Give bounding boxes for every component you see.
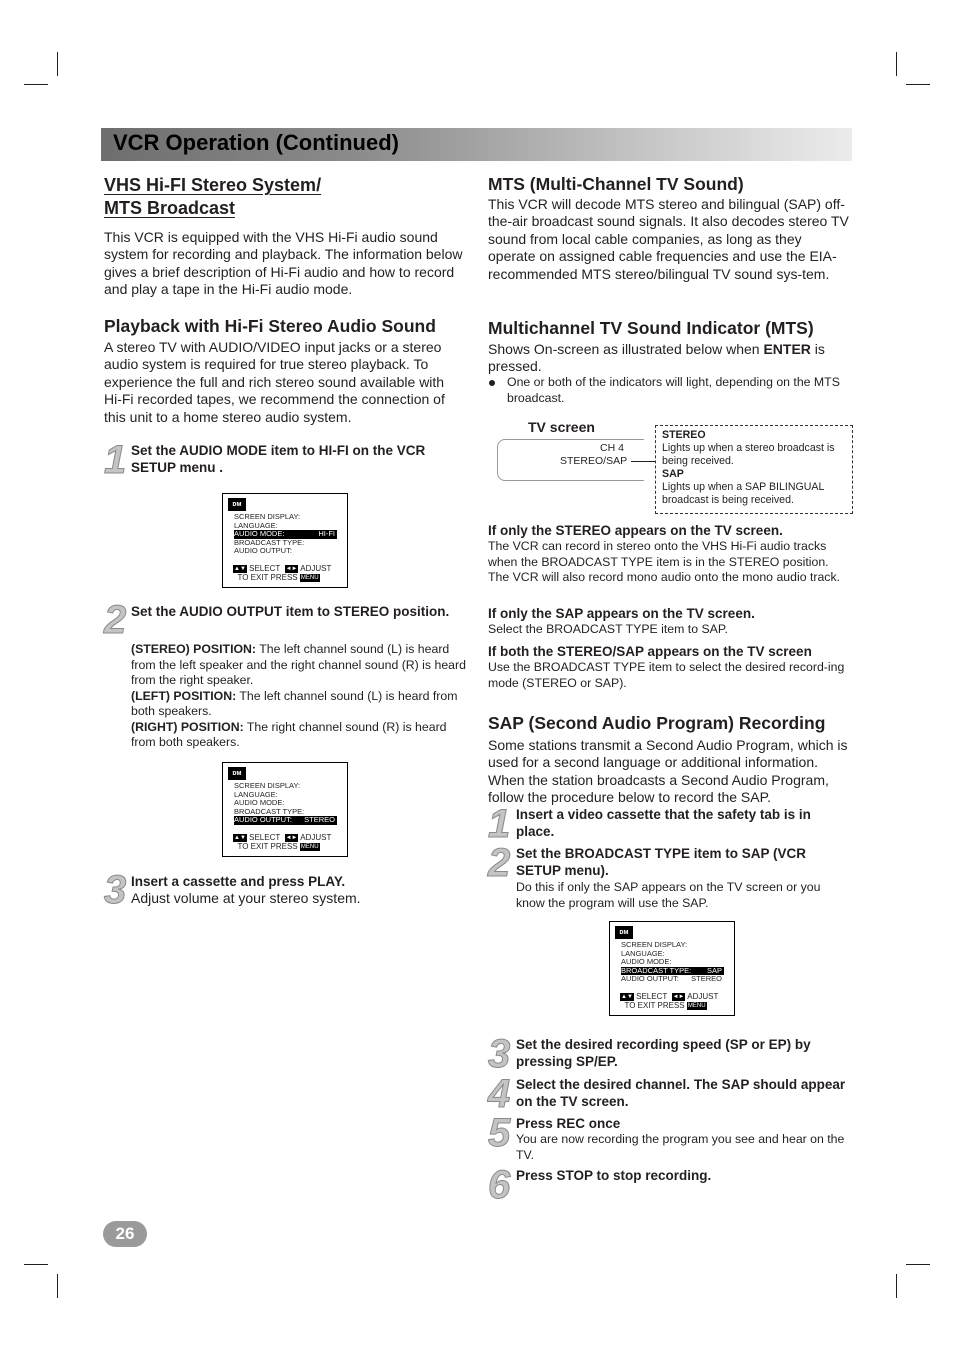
menu-key-icon: MENU [300, 574, 319, 581]
page-number: 26 [115, 1224, 135, 1243]
step-number: 2 [488, 841, 509, 885]
menu-item: LANGUAGE: [621, 948, 665, 958]
left-label: (LEFT) POSITION: [131, 688, 237, 703]
legend-sap-text: Lights up when a SAP BILINGUAL broadcast is being received. [662, 481, 824, 506]
menu-item-selected [234, 816, 337, 825]
sap-heading: SAP (Second Audio Program) Recording [488, 713, 826, 733]
menu-footer [620, 992, 726, 1010]
section-title-line2: MTS Broadcast [104, 198, 236, 218]
step-number: 5 [488, 1111, 509, 1155]
menu-item: SCREEN DISPLAY: [234, 512, 301, 521]
menu-item: LANGUAGE: [234, 789, 278, 799]
setup-menu-screen [609, 921, 735, 1016]
up-down-icon: ▲▼ [621, 993, 633, 1000]
legend-sap-label: SAP [662, 468, 684, 480]
setup-menu-screen [222, 493, 348, 588]
page-title: VCR Operation (Continued) [113, 130, 399, 155]
setup-menu-screen [222, 762, 348, 857]
page-number-badge [103, 1221, 147, 1247]
menu-item: AUDIO MODE: [621, 957, 672, 967]
callout-line [631, 461, 655, 462]
vcr-logo-icon: ᴅᴍ [228, 767, 246, 780]
menu-key-icon: MENU [300, 843, 319, 850]
menu-item: LANGUAGE: [234, 520, 278, 530]
step-number: 1 [488, 802, 509, 846]
stereo-text: The left channel sound (L) is heard from the left speaker and the right channel sound (R) is heard from the right speaker. [131, 642, 466, 687]
step-text: Set the AUDIO OUTPUT item to STEREO position. [131, 604, 450, 619]
up-down-icon: ▲▼ [234, 565, 246, 572]
vcr-logo-icon: ᴅᴍ [615, 926, 633, 939]
if-stereo-heading: If only the STEREO appears on the TV screen. [488, 523, 783, 538]
step-number: 6 [488, 1163, 509, 1207]
right-label: (RIGHT) POSITION: [131, 719, 244, 734]
tv-stereo-sap-text: STEREO/SAP [560, 455, 628, 467]
step-text: Insert a video cassette that the safety tab is in place. [516, 807, 811, 839]
adjust-label: ADJUST [687, 992, 719, 1001]
step-subtext: Adjust volume at your stereo system. [131, 890, 361, 906]
menu-item-label: AUDIO OUTPUT: [621, 974, 679, 984]
menu-item: AUDIO MODE: [234, 798, 285, 808]
menu-footer [233, 564, 339, 582]
crop-mark [57, 1274, 58, 1298]
mts-paragraph: This VCR will decode MTS stereo and bilingual (SAP) off-the-air broadcast sound signals. It also decodes stereo TV sound from local cable companies, as long as they operate on assigned cable frequencies and use the EIA-recommended MTS stereo/bilingual TV sound sys-tem. [488, 196, 849, 282]
crop-mark [906, 84, 930, 85]
menu-item: BROADCAST TYPE: [234, 537, 305, 547]
if-stereo-text: The VCR can record in stereo onto the VHS Hi-Fi audio tracks when the BROADCAST TYPE item is in the STEREO position. The VCR will also record mono audio onto the mono audio track. [488, 539, 841, 584]
menu-item-label: AUDIO MODE: [234, 529, 285, 539]
adjust-label: ADJUST [300, 833, 332, 842]
select-label: SELECT [249, 564, 281, 573]
vcr-logo-icon: ᴅᴍ [228, 498, 246, 511]
step-text: Set the BROADCAST TYPE item to SAP (VCR SETUP menu). [516, 846, 807, 878]
section-title [104, 174, 464, 220]
playback-heading: Playback with Hi-Fi Stereo Audio Sound [104, 316, 436, 336]
left-right-icon: ◄► [672, 993, 685, 1000]
crop-mark [24, 1264, 48, 1265]
section-title-line1: VHS Hi-FI Stereo System/ [104, 175, 322, 195]
exit-label: TO EXIT PRESS [237, 842, 298, 851]
mts-heading: MTS (Multi-Channel TV Sound) [488, 174, 744, 194]
left-text: The left channel sound (L) is heard from both speakers. [131, 688, 458, 718]
step-text: Press REC once [516, 1116, 621, 1131]
crop-mark [896, 1274, 897, 1298]
step-text: Select the desired channel. The SAP should appear on the TV screen. [516, 1077, 846, 1109]
sap-paragraph: Some stations transmit a Second Audio Program, which is used for a second language or additional information. When the station broadcasts a Second Audio Program, follow the procedure below to record the SAP. [488, 737, 848, 806]
enter-key-label: ENTER [763, 341, 811, 357]
if-sap-heading: If only the SAP appears on the TV screen. [488, 606, 755, 621]
indicator-bullet-text: One or both of the indicators will light, depending on the MTS broadcast. [507, 375, 840, 405]
left-right-icon: ◄► [285, 565, 298, 572]
crop-mark [906, 1264, 930, 1265]
select-label: SELECT [636, 992, 668, 1001]
menu-item: SCREEN DISPLAY: [234, 781, 301, 790]
step-text: Insert a cassette and press PLAY. [131, 874, 346, 889]
up-down-icon: ▲▼ [234, 834, 246, 841]
step-number: 3 [104, 868, 125, 912]
exit-label: TO EXIT PRESS [624, 1001, 685, 1010]
bullet-icon [489, 380, 495, 386]
indicator-paragraph [488, 341, 850, 376]
menu-item: BROADCAST TYPE: [234, 806, 305, 816]
right-text: The right channel sound (R) is heard from both speakers. [131, 719, 447, 749]
menu-item: SCREEN DISPLAY: [621, 940, 688, 949]
crop-mark [57, 52, 58, 76]
if-both-heading: If both the STEREO/SAP appears on the TV screen [488, 644, 812, 659]
step-text: Press STOP to stop recording. [516, 1168, 712, 1183]
menu-item [621, 975, 724, 984]
indicator-text-a: Shows On-screen as illustrated below when [488, 341, 764, 357]
playback-paragraph: A stereo TV with AUDIO/VIDEO input jacks or a stereo audio system is required for true stereo playback. To experience the full and rich stereo sound available with Hi-Fi recorded tapes, we recommend the connection of this unit to a home stereo audio system. [104, 339, 445, 425]
select-label: SELECT [249, 833, 281, 842]
indicator-legend [662, 429, 847, 507]
menu-item-label: AUDIO OUTPUT: [234, 815, 292, 825]
menu-item-value: STEREO [304, 815, 335, 825]
crop-mark [24, 84, 48, 85]
menu-item-value: SAP [706, 965, 722, 975]
indicator-heading: Multichannel TV Sound Indicator (MTS) [488, 318, 814, 338]
indicator-text-c: is pressed. [488, 341, 825, 375]
exit-label: TO EXIT PRESS [237, 573, 298, 582]
menu-footer [233, 833, 339, 851]
menu-key-icon: MENU [687, 1002, 706, 1009]
if-sap-text: Select the BROADCAST TYPE item to SAP. [488, 622, 728, 636]
step-number: 1 [104, 438, 125, 482]
menu-item: AUDIO OUTPUT: [234, 546, 292, 556]
step-text: Set the AUDIO MODE item to HI-FI on the VCR SETUP menu . [131, 443, 426, 475]
intro-paragraph: This VCR is equipped with the VHS Hi-Fi audio sound system for recording and playback. The information below gives a brief description of Hi-Fi audio and how to record and play a tape in the Hi-Fi audio mode. [104, 229, 463, 298]
menu-item-label: BROADCAST TYPE: [621, 965, 692, 975]
if-both-text: Use the BROADCAST TYPE item to select the desired record-ing mode (STEREO or SAP). [488, 660, 845, 690]
step-number: 4 [488, 1072, 509, 1116]
step-number: 2 [104, 598, 125, 642]
adjust-label: ADJUST [300, 564, 332, 573]
legend-stereo-text: Lights up when a stereo broadcast is being received. [662, 442, 835, 467]
left-right-icon: ◄► [285, 834, 298, 841]
step-number: 3 [488, 1032, 509, 1076]
page-header-bar [101, 128, 852, 161]
position-descriptions [131, 642, 466, 751]
stereo-label: (STEREO) POSITION: [131, 642, 257, 656]
step-text: Set the desired recording speed (SP or EP) by pressing SP/EP. [516, 1037, 811, 1069]
tv-screen-label: TV screen [528, 419, 595, 435]
menu-item-value: STEREO [691, 974, 722, 984]
menu-item-value: HI-FI [318, 529, 335, 539]
legend-stereo-label: STEREO [662, 429, 706, 441]
crop-mark [896, 52, 897, 76]
tv-channel-text: CH 4 [600, 442, 624, 454]
step-subtext: You are now recording the program you see and hear on the TV. [516, 1132, 845, 1162]
step-subtext: Do this if only the SAP appears on the TV screen or you know the program will use the SAP. [516, 880, 821, 910]
